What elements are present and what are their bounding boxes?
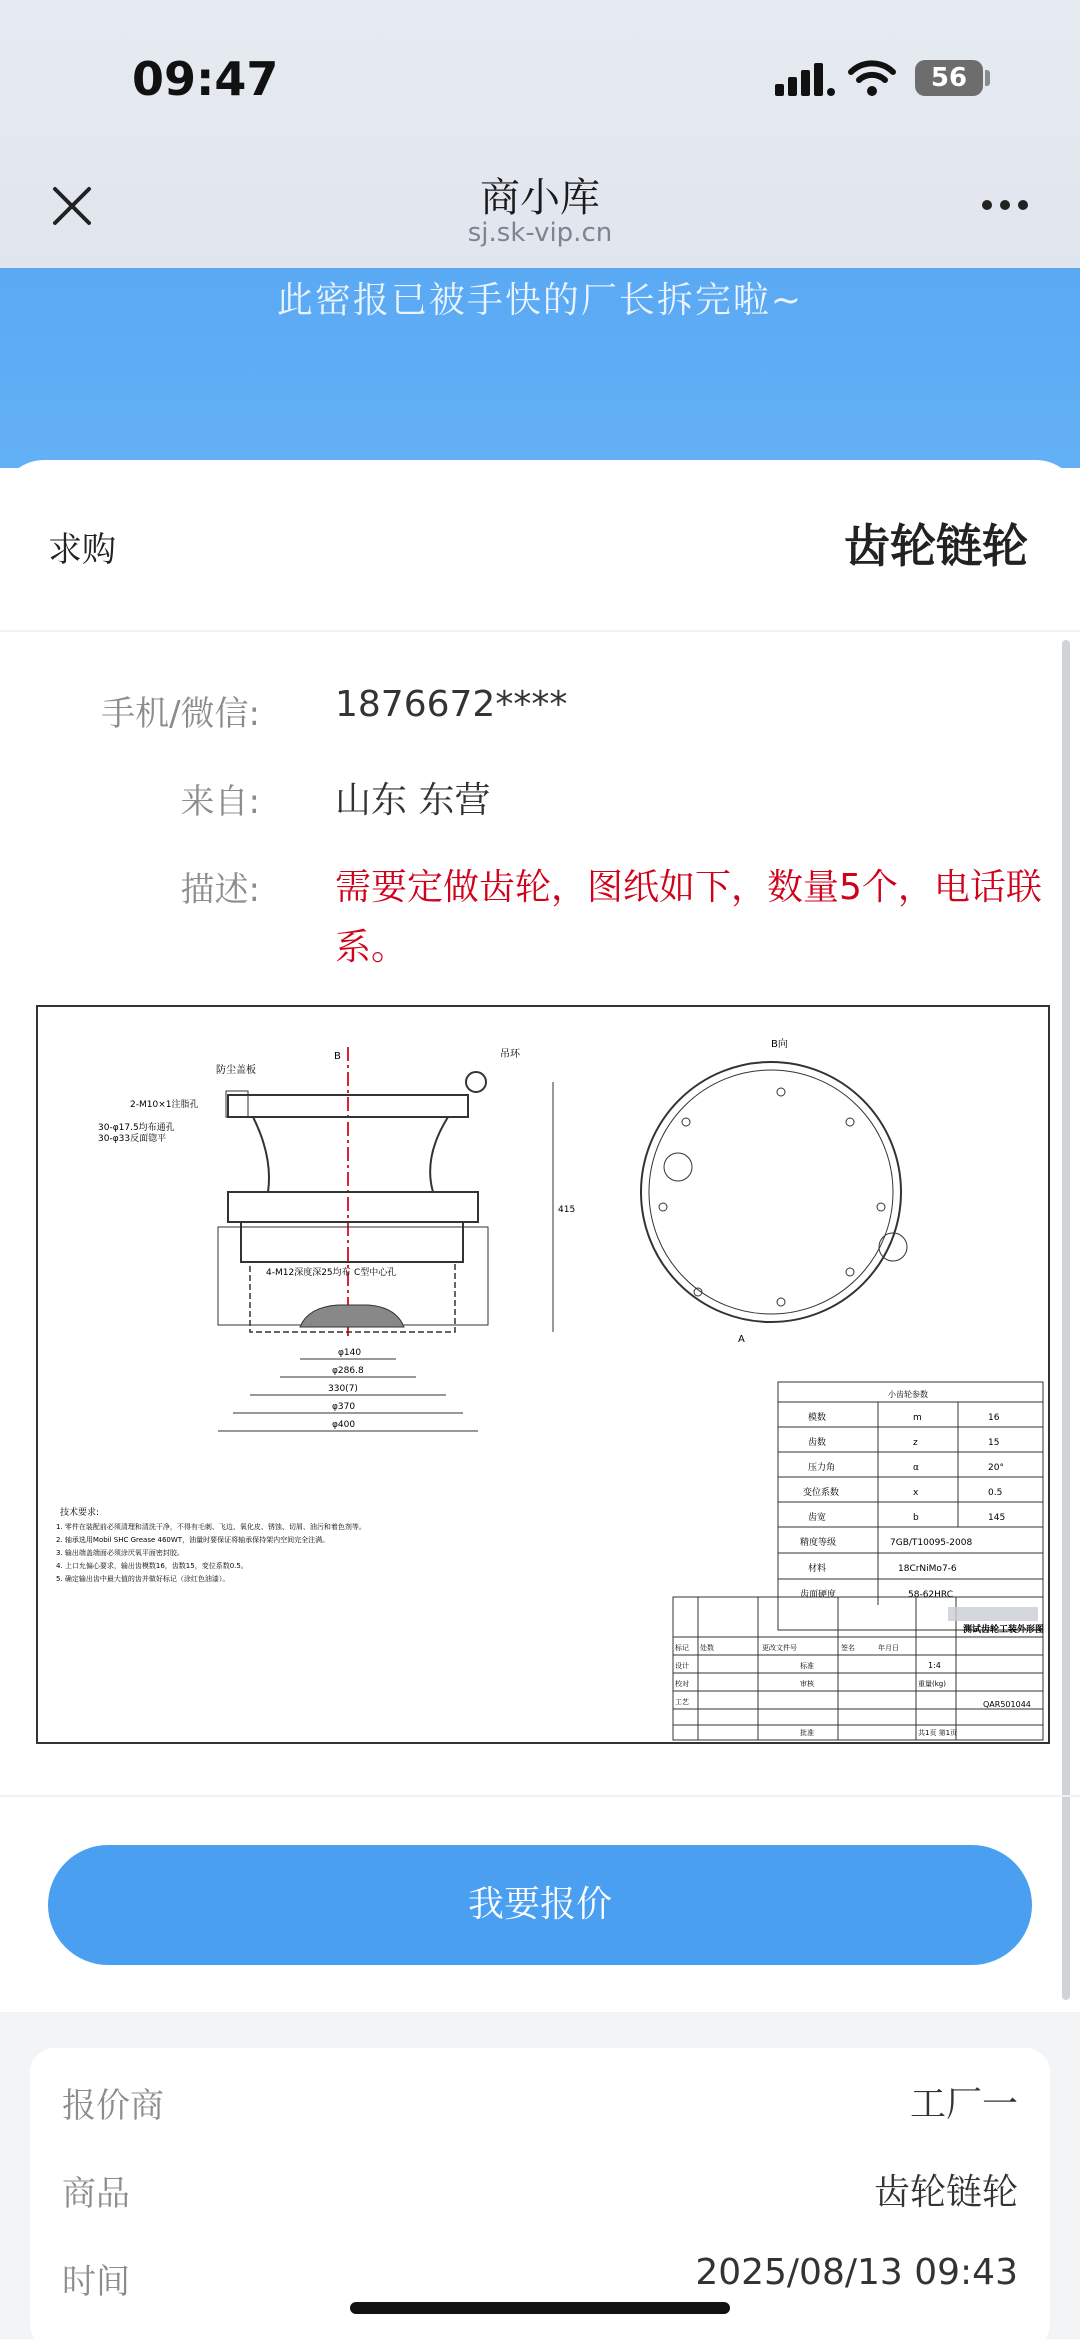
page-url: sj.sk-vip.cn [467,218,613,248]
title-block-title: 测试齿轮工装外形图 [963,1625,1045,1635]
drawing-dim-140: φ140 [338,1348,362,1358]
origin-label: 来自: [180,782,260,822]
title-block-cell: 审核 [800,1680,814,1688]
drawing-dim-400: φ400 [332,1420,356,1430]
drawing-dim-330: 330(7) [328,1384,358,1394]
tech-note: 2. 轴承选用Mobil SHC Grease 460WT，油量时要保证将轴承保持架内空间完全注满。 [56,1536,330,1544]
title-block-cell: 标记 [675,1644,689,1652]
phone-label: 手机/微信: [101,694,260,734]
tech-note: 3. 输出端盖端面必须涂厌氧平面密封胶。 [56,1549,184,1557]
title-block-code: QAR501044 [983,1700,1031,1709]
wifi-icon [848,58,896,98]
params-title: 小齿轮参数 [888,1390,928,1399]
title-block-cell: 批准 [800,1729,814,1737]
demand-type: 求购 [48,530,116,570]
drawing-label-b-dir: B向 [771,1039,788,1050]
param-name: 精度等级 [800,1538,837,1548]
param-symbol: z [913,1438,918,1448]
param-value: 7GB/T10095-2008 [890,1538,973,1548]
more-icon[interactable] [980,198,1030,212]
tech-note: 1. 零件在装配前必须清理和清洗干净，不得有毛刺、飞边、氧化皮、锈蚀、切屑、油污和着色剂等。 [56,1523,366,1531]
param-name: 齿数 [808,1438,827,1448]
drawing-label-hole1: 30-φ17.5均布通孔 [98,1123,175,1133]
drawing-label-m12: 4-M12深度深25均布 [266,1268,351,1278]
title-block-cell: 处数 [700,1644,714,1652]
drawing-label-a: A [738,1334,745,1345]
param-symbol: b [913,1513,919,1523]
param-name: 压力角 [808,1463,836,1473]
title-block-cell: 校对 [675,1680,689,1688]
supplier-value: 工厂一 [909,2084,1018,2125]
param-value: 20° [988,1463,1004,1473]
origin-value: 山东 东营 [335,780,491,821]
battery-tip [985,70,990,86]
title-block-cell: 标准 [800,1662,814,1670]
param-name: 材料 [808,1564,827,1574]
param-value: 16 [988,1413,1000,1423]
drawing-label-hole2: 30-φ33反面锪平 [98,1134,167,1144]
supplier-label: 报价商 [62,2086,164,2126]
title-block-cell: 共1页 第1页 [918,1729,958,1737]
drawing-dim-370: φ370 [332,1402,356,1412]
param-name: 齿面硬度 [800,1590,837,1600]
title-block-weight: 重量(kg) [918,1680,946,1688]
tech-title: 技术要求: [60,1508,100,1518]
battery-indicator: 56 [915,60,983,96]
signal-icon [775,62,837,98]
param-value: 18CrNiMo7-6 [898,1564,957,1574]
drawing-image[interactable] [36,1005,1050,1744]
param-name: 变位系数 [803,1488,840,1498]
param-value: 15 [988,1438,1000,1448]
param-value: 0.5 [988,1488,1003,1498]
product-title: 齿轮链轮 [844,519,1028,573]
param-value: 145 [988,1513,1006,1523]
drawing-label-c-center: C型中心孔 [354,1268,397,1278]
tech-note: 5. 确定输出齿中最大值的齿并做好标记（涂红色油漆）。 [56,1575,230,1583]
time-label: 时间 [62,2262,130,2302]
product-label: 商品 [62,2174,130,2214]
drawing-label-ring: 吊环 [500,1049,520,1060]
title-block-cell: 设计 [675,1662,689,1670]
drawing-svg [38,1007,1048,1742]
title-block-cell: 更改文件号 [762,1644,797,1652]
param-symbol: m [913,1413,922,1423]
title-block-cell: 工艺 [675,1698,689,1706]
param-symbol: α [913,1463,919,1473]
drawing-dim-415: 415 [558,1205,576,1215]
drawing-dim-286: φ286.8 [332,1366,364,1376]
title-block-cell: 签名 [841,1644,855,1652]
param-value: 58-62HRC [908,1590,954,1600]
title-block-cell: 年月日 [878,1644,899,1652]
phone-value[interactable]: 1876672**** [335,684,568,725]
divider [0,1795,1080,1797]
banner-text: 此密报已被手快的厂长拆完啦~ [276,280,804,321]
param-name: 模数 [808,1413,827,1423]
divider [0,630,1080,632]
drawing-label-cover: 防尘盖板 [216,1065,256,1076]
status-time: 09:47 [132,52,279,106]
description-label: 描述: [180,870,260,910]
product-value: 齿轮链轮 [873,2172,1018,2213]
title-block-scale: 1:4 [928,1661,941,1670]
tech-note: 4. 上口允偏心要求，输出齿模数16，齿数15，变位系数0.5。 [56,1562,248,1570]
quote-button[interactable]: 我要报价 [48,1845,1032,1965]
drawing-label-b: B [334,1051,341,1062]
home-indicator[interactable] [350,2302,730,2314]
param-symbol: x [913,1488,919,1498]
page-title: 商小库 [480,175,600,221]
param-name: 齿宽 [808,1513,827,1523]
time-value: 2025/08/13 09:43 [695,2252,1018,2293]
drawing-label-m10: 2-M10×1注脂孔 [130,1100,199,1110]
description-value: 需要定做齿轮，图纸如下，数量5个，电话联系。 [335,867,1042,968]
